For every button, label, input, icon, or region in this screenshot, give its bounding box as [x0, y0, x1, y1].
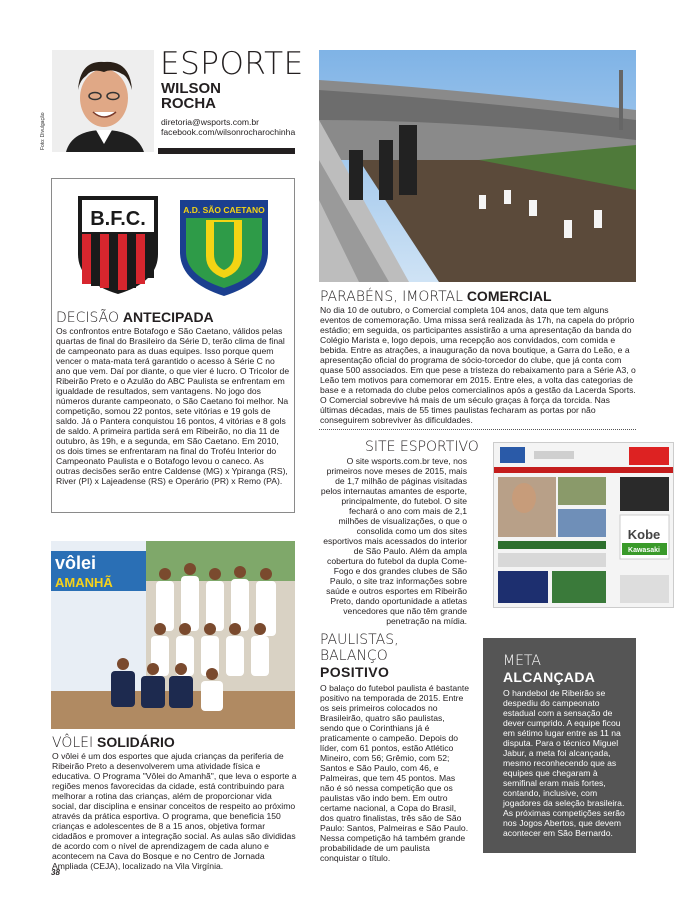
- paulistas-title-bold: POSITIVO: [320, 664, 390, 680]
- volei-title-light: VÔLEI: [52, 735, 94, 751]
- decisao-title: [56, 309, 214, 326]
- author-last-name: ROCHA: [161, 95, 216, 112]
- volei-title: [52, 734, 175, 751]
- header-rule: [158, 148, 295, 154]
- bfc-logo: [76, 194, 160, 296]
- author-photo: [52, 50, 154, 152]
- author-email[interactable]: diretoria@wsports.com.br: [161, 117, 260, 127]
- decisao-title-light: DECISÃO: [56, 310, 120, 326]
- meta-title-bold: ALCANÇADA: [503, 669, 596, 685]
- comercial-title-light: PARABÉNS, IMORTAL: [320, 289, 463, 305]
- sao-caetano-logo-text: A.D. SÃO CAETANO: [183, 205, 265, 215]
- kawasaki-ad-text: Kawasaki: [628, 547, 660, 554]
- page-number: 38: [51, 868, 60, 877]
- website-screenshot: [493, 442, 674, 608]
- bfc-logo-text: B.F.C.: [90, 208, 146, 230]
- volei-title-bold: SOLIDÁRIO: [97, 734, 175, 750]
- paulistas-title-line1: PAULISTAS,: [320, 632, 399, 648]
- paulistas-title-line2: BALANÇO: [320, 648, 388, 664]
- section-title: ESPORTE: [160, 46, 304, 82]
- photo-credit: Foto: Divulgação: [40, 112, 46, 150]
- volei-photo: [51, 541, 295, 729]
- site-title: SITE ESPORTIVO: [365, 439, 479, 455]
- volei-banner-line1: vôlei: [55, 553, 97, 573]
- volei-banner-line2: AMANHÃ: [55, 575, 113, 590]
- comercial-body: No dia 10 de outubro, o Comercial completa 104 anos, data que tem alguns eventos de comemoração. Uma missa será realizada às 17h, na capela do próprio estádio; em seguida, os participantes assistirão a uma apresentação da banda do Colégio Marista e, logo depois, uma recepção aos convidados, com comida e bebida. Entre as atrações, a inauguração da nova boutique, a Garra do Leão, e a apresentação oficial do programa de sócio-torcedor do clube, que já conta com quase 500 associados. Em que pese a tristeza do rebaixamento para a Série A3, o Leão tem motivos para comemorar em 2015. Entre eles, a volta das categorias de base e a retomada do clube pelos comercialinos após a gestão da Lacerda Sports. O Comercial sobrevive há mais de um século graças à força da torcida. Nas últimas décadas, mais de 55 times paulistas fecharam as portas por não conseguirem sobreviver às dificuldades.: [320, 305, 636, 425]
- dotted-divider: [319, 429, 636, 430]
- author-first-name: WILSON: [161, 80, 221, 97]
- paulistas-body: O balaço do futebol paulista é bastante positivo na temporada de 2015. Entre os seis primeiros colocados no Brasileirão, quatro são paulistas, sendo que o Corinthians já é praticamente o campeão. Depois do líder, com 61 pontos, estão Atlético Mineiro, com 56; Grêmio, com 52; Santos e São Paulo, com 46, e Palmeiras, que tem 45 pontos. Mas não é só nessa competição que os paulistas vão indo bem. Em outro certame nacional, a Copa do Brasil, dos quatro finalistas, três são de São Paulo: Santos, Palmeiras e São Paulo. Nessa competição há também grande probabilidade de um paulista conquistar o título.: [320, 683, 470, 863]
- meta-title-light: META: [503, 653, 541, 669]
- comercial-title-bold: COMERCIAL: [466, 288, 552, 304]
- kobe-ad-text: Kobe: [627, 527, 661, 542]
- meta-body: O handebol de Ribeirão se despediu do campeonato estadual com a sensação de dever cumprido. A equipe ficou em sétimo lugar entre as 11 na disputa. Para o técnico Miguel Jabur, a meta foi alcançada, mesmo reconhecendo que as equipes que chegaram à semifinal eram mais fortes, contando, inclusive, com jogadores da seleção brasileira. As próximas competições serão nos Jogos Abertos, que devem acontecer em São Bernardo.: [503, 688, 625, 838]
- comercial-stadium-photo: [319, 50, 636, 282]
- decisao-body: Os confrontos entre Botafogo e São Caetano, válidos pelas quartas de final do Brasileiro da Série D, terão clima de final de campeonato para as duas equipes. Isso porque quem vencer o mata-mata terá garantido o acesso à Série C no ano que vem. Daí por diante, o que vier é lucro. O Tricolor de Ribeirão Preto e o Azulão do ABC Paulista se enfrentam em igualdade de resultados, sem vantagens. No jogo dos números durante campeonato, o São Caetano foi melhor. Na competição, somou 22 pontos, sete vitórias e 19 gols de saldo. Já o Pantera conquistou 16 pontos, 4 vitórias e 8 gols de saldo. A primeira partida será em Ribeirão, no dia 11 de outubro, às 19h, e a segunda, em São Caetano. Em 2010, os dois times se enfrentaram na final do Troféu Interior do Campeonato Paulista e o Botafogo levou o caneco. As outras decisões serão entre Caldense (MG) x Ypiranga (RS), River (PI) x Lajeadense (RS) e Operário (PR) x Remo (PA).: [56, 326, 290, 486]
- comercial-title: [320, 288, 552, 305]
- volei-body: O vôlei é um dos esportes que ajuda crianças da periferia de Ribeirão Preto a desenvolverem uma atividade física e educativa. O Programa "Vôlei do Amanhã", que leva o esporte a regiões menos favorecidas da cidade, está contribuindo para melhorar a rotina das crianças, além de proporcionar vida social, dar disciplina e ensinar conceitos de respeito ao próximo através da prática esportiva. O programa, que beneficia 150 crianças e adolescentes de 8 a 15 anos, objetiva formar cidadãos e promover a integração social. As aulas são divididas de acordo com o nível de aprendizagem de cada aluno e acontecem na Cava do Bosque e no Centro de Jornada Ampliada (CEJA), localizado na Vila Virgínia.: [52, 751, 297, 871]
- sao-caetano-logo: [178, 196, 270, 298]
- author-facebook[interactable]: facebook.com/wilsonrocharochinha: [161, 127, 296, 137]
- decisao-title-bold: ANTECIPADA: [122, 309, 214, 325]
- site-body: O site wsports.com.br teve, nos primeiros nove meses de 2015, mais de 1,7 milhão de páginas visitadas pelos internautas amantes de esporte, principalmente, do futebol. O site fechará o ano com mais de 2,1 milhões de visualizações, o que o consolida como um dos sites esportivos mais acessados do interior de São Paulo. Além da ampla cobertura do futebol da dupla Come-Fogo e dos grandes clubes de São Paulo, o site traz informações sobre saúde e outros esportes em Ribeirão Preto, dando oportunidade a atletas vencedores que não têm grande penetração na mídia.: [320, 456, 467, 626]
